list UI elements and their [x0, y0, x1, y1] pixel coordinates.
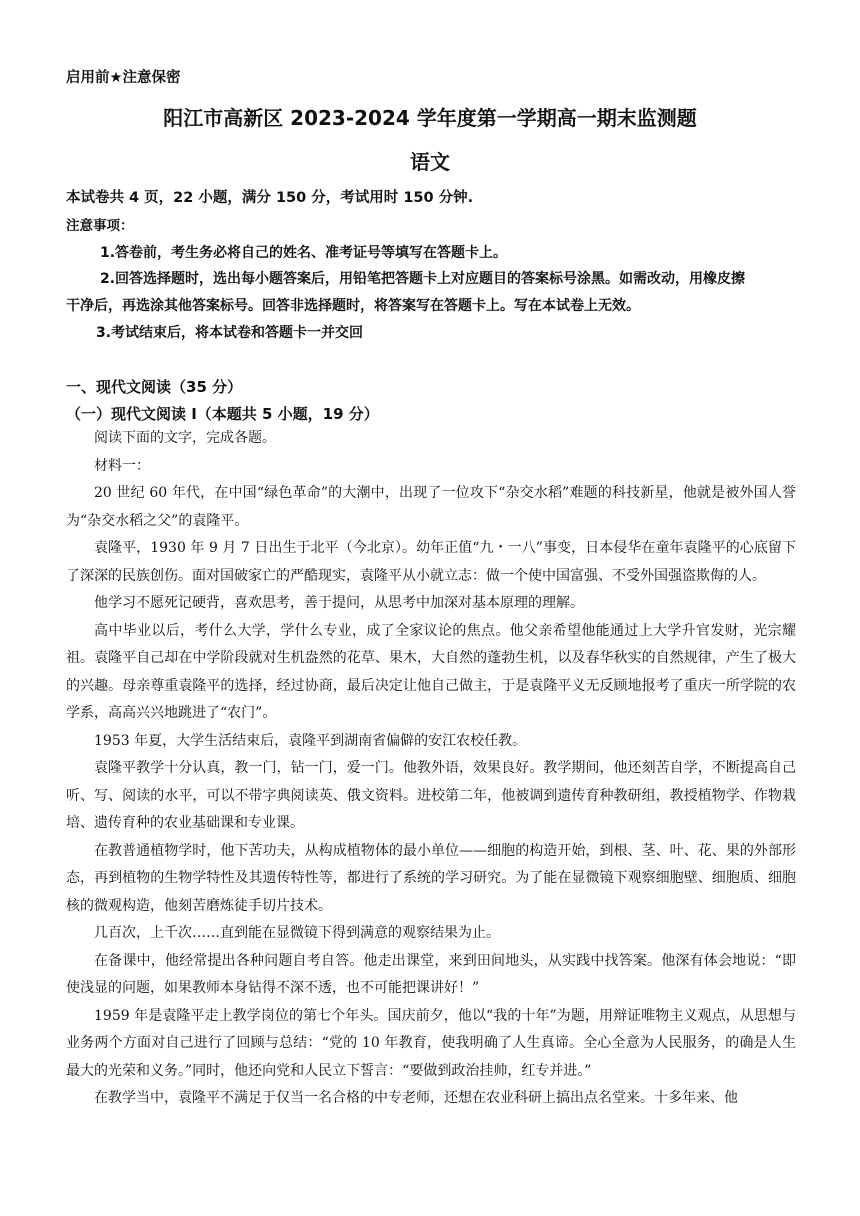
passage-paragraph: 他学习不愿死记硬背，喜欢思考，善于提问，从思考中加深对基本原理的理解。 — [94, 595, 584, 611]
passage-paragraph: 1953 年夏，大学生活结束后，袁隆平到湖南省偏僻的安江农校任教。 — [94, 732, 527, 749]
note-item: 2.回答选择题时，选出每小题答案后，用铅笔把答题卡上对应题目的答案标号涂黑。如需改动，用橡皮擦 — [100, 271, 746, 287]
exam-title: 阳江市高新区 2023-2024 学年度第一学期高一期末监测题 — [163, 106, 697, 130]
reading-passage — [66, 425, 796, 1113]
note-item: 3.考试结束后，将本试卷和答题卡一并交回 — [96, 325, 364, 341]
passage-paragraph: 高中毕业以后，考什么大学，学什么专业，成了全家议论的焦点。他父亲希望他能通过上大学升官发财，光宗耀祖。袁隆平自己却在中学阶段就对生机盎然的花草、果木，大自然的蓬勃生机，以及春华秋实的自然规律，产生了极大的兴趣。母亲尊重袁隆平的选择，经过协商，最后决定让他自己做主，于是袁隆平义无反顾地报考了重庆一所学院的农学系，高高兴兴地跳进了“农门”。 — [66, 622, 796, 721]
passage-paragraph: 袁隆平教学十分认真，教一门，钻一门，爱一门。他教外语，效果良好。教学期间，他还刻苦自学，不断提高自己听、写、阅读的水平，可以不带字典阅读英、俄文资料。进校第二年，他被调到遗传育种教研组，教授植物学、作物栽培、遗传育种的农业基础课和专业课。 — [66, 760, 796, 831]
reading-instruction: 阅读下面的文字，完成各题。 — [94, 430, 276, 446]
confidential-label: 启用前★注意保密 — [66, 70, 181, 86]
material-label: 材料一： — [94, 457, 150, 474]
subject-title: 语文 — [410, 150, 450, 174]
passage-paragraph: 在教普通植物学时，他下苦功夫，从构成植物体的最小单位——细胞的构造开始，到根、茎、叶、花、果的外部形态，再到植物的生物学特性及其遗传特性等，都进行了系统的学习研究。为了能在显微镜下观察细胞壁、细胞质、细胞核的微观构造，他刻苦磨炼徒手切片技术。 — [66, 842, 796, 914]
exam-info: 本试卷共 4 页，22 小题，满分 150 分，考试用时 150 分钟. — [66, 190, 474, 206]
passage-paragraph: 几百次，上千次……直到能在显微镜下得到满意的观察结果为止。 — [94, 925, 500, 941]
passage-paragraph: 1959 年是袁隆平走上教学岗位的第七个年头。国庆前夕，他以“我的十年”为题，用辩证唯物主义观点，从思想与业务两个方面对自己进行了回顾与总结：“党的 10 年教育，使我明确了人生真谛。全心全意为人民服务，的确是人生最大的光荣和义务。”同时，他还向党和人民立下誓言：“要做到政治挂帅，红专并进。” — [66, 1007, 796, 1079]
passage-paragraph: 袁隆平，1930 年 9 月 7 日出生于北平（今北京）。幼年正值“九・一八”事变，日本侵华在童年袁隆平的心底留下了深深的民族创伤。面对国破家亡的严酷现实，袁隆平从小就立志：做一个使中国富强、不受外国强盗欺侮的人。 — [66, 540, 796, 584]
passage-paragraph: 在教学当中，袁隆平不满足于仅当一名合格的中专老师，还想在农业科研上搞出点名堂来。十多年来、他 — [94, 1090, 738, 1106]
note-item: 1.答卷前，考生务必将自己的姓名、准考证号等填写在答题卡上。 — [100, 245, 508, 261]
subsection-heading: （一）现代文阅读 I（本题共 5 小题，19 分） — [66, 405, 379, 423]
passage-paragraph: 20 世纪 60 年代，在中国“绿色革命”的大潮中，出现了一位攻下“杂交水稻”难题的科技新星，他就是被外国人誉为“杂交水稻之父”的袁隆平。 — [66, 485, 796, 529]
note-item: 干净后，再选涂其他答案标号。回答非选择题时，将答案写在答题卡上。写在本试卷上无效。 — [66, 298, 640, 314]
passage-paragraph: 在备课中，他经常提出各种问题自考自答。他走出课堂，来到田间地头，从实践中找答案。他深有体会地说：“即使浅显的问题，如果教师本身钻得不深不透，也不可能把课讲好！” — [66, 952, 796, 996]
section-heading: 一、现代文阅读（35 分） — [66, 378, 243, 396]
notes-heading: 注意事项： — [66, 218, 134, 234]
